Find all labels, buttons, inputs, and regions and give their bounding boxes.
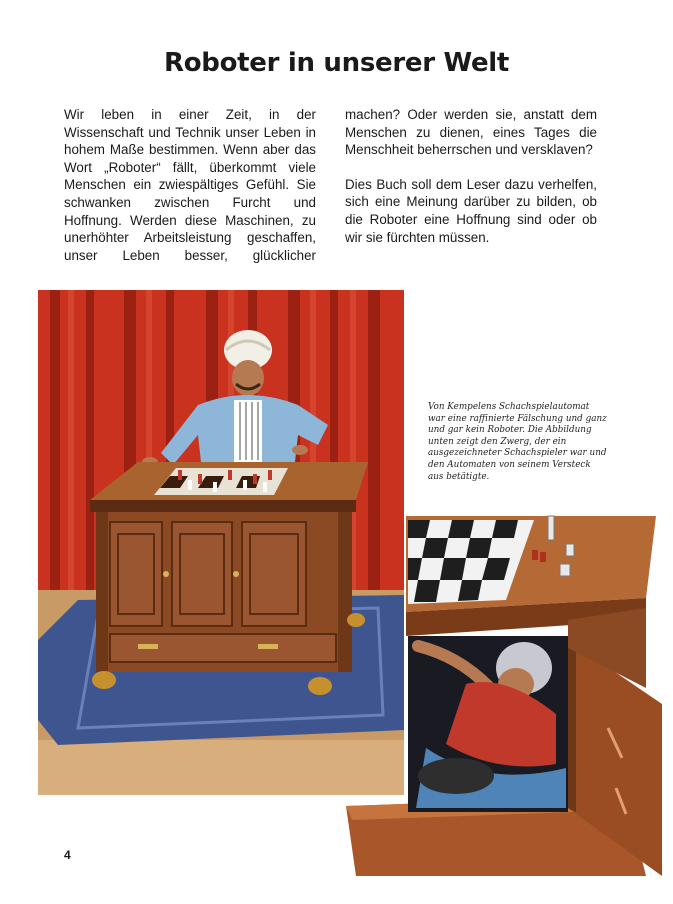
page-number: 4 [64, 848, 71, 862]
intro-paragraph-3: Dies Buch soll dem Leser dazu verhelfen, sich eine Meinung darüber zu bilden, ob die Roboter eine Hoffnung sind oder ob wir sie fürchten müssen. [345, 176, 597, 245]
intro-paragraph-1: Wir leben in einer Zeit, in der Wissenschaft und Technik unser Leben in hohem Maße bestimmen. Wenn aber das Wort „Roboter“ fällt, überkommt viele Menschen ein zwiespältiges Gefühl. Sie schwanken zwischen Furcht und Hoffnung. Werden diese Maschinen, zu unerhöhter Arbeitsleistung geschaffen, unser Leben besser, glücklicher [64, 107, 316, 263]
text-column-right [345, 106, 597, 263]
figure-caption: Von Kempelens Schachspielautomat war eine raffinierte Fälschung und ganz und gar kein Roboter. Die Abbildung unten zeigt den Zwerg, der ein ausgezeichneter Schachspieler war und den Automaten von seinem Versteck aus betätigte. [428, 402, 607, 482]
hidden-dwarf-illustration [346, 508, 668, 876]
intro-paragraph-2: machen? Oder werden sie, anstatt dem Menschen zu dienen, eines Tages die Menschheit beherrschen und versklaven? [345, 107, 597, 158]
page-title: Roboter in unserer Welt [163, 48, 510, 78]
text-column-left [64, 106, 316, 281]
